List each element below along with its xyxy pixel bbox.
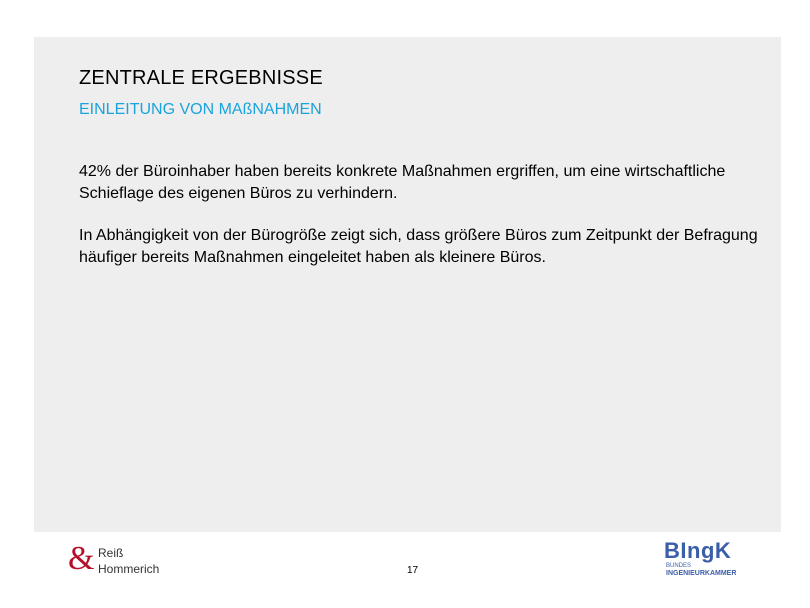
slide-title: ZENTRALE ERGEBNISSE: [79, 67, 323, 89]
ampersand-logo-symbol: &: [68, 540, 95, 577]
bingk-line-bundes: BUNDES: [666, 563, 692, 569]
body-paragraph-1: 42% der Büroinhaber haben bereits konkrete Maßnahmen ergriffen, um eine wirtschaftliche Schieflage des eigenen Büros zu verhindern.: [79, 163, 726, 202]
bingk-wordmark: BIngK: [664, 538, 732, 563]
bingk-line-ingenieurkammer: INGENIEURKAMMER: [666, 570, 737, 577]
bingk-logo: [664, 539, 754, 579]
body-paragraph-2: In Abhängigkeit von der Bürogröße zeigt sich, dass größere Büros zum Zeitpunkt der Befragung häufiger bereits Maßnahmen eingeleitet haben als kleinere Büros.: [79, 227, 758, 266]
logo-text-reiss: Reiß: [98, 546, 124, 560]
reiss-hommerich-logo: [68, 540, 178, 579]
logo-text-hommerich: Hommerich: [98, 562, 160, 576]
slide-subtitle: EINLEITUNG VON MAßNAHMEN: [79, 101, 322, 118]
page-number: 17: [407, 565, 419, 576]
